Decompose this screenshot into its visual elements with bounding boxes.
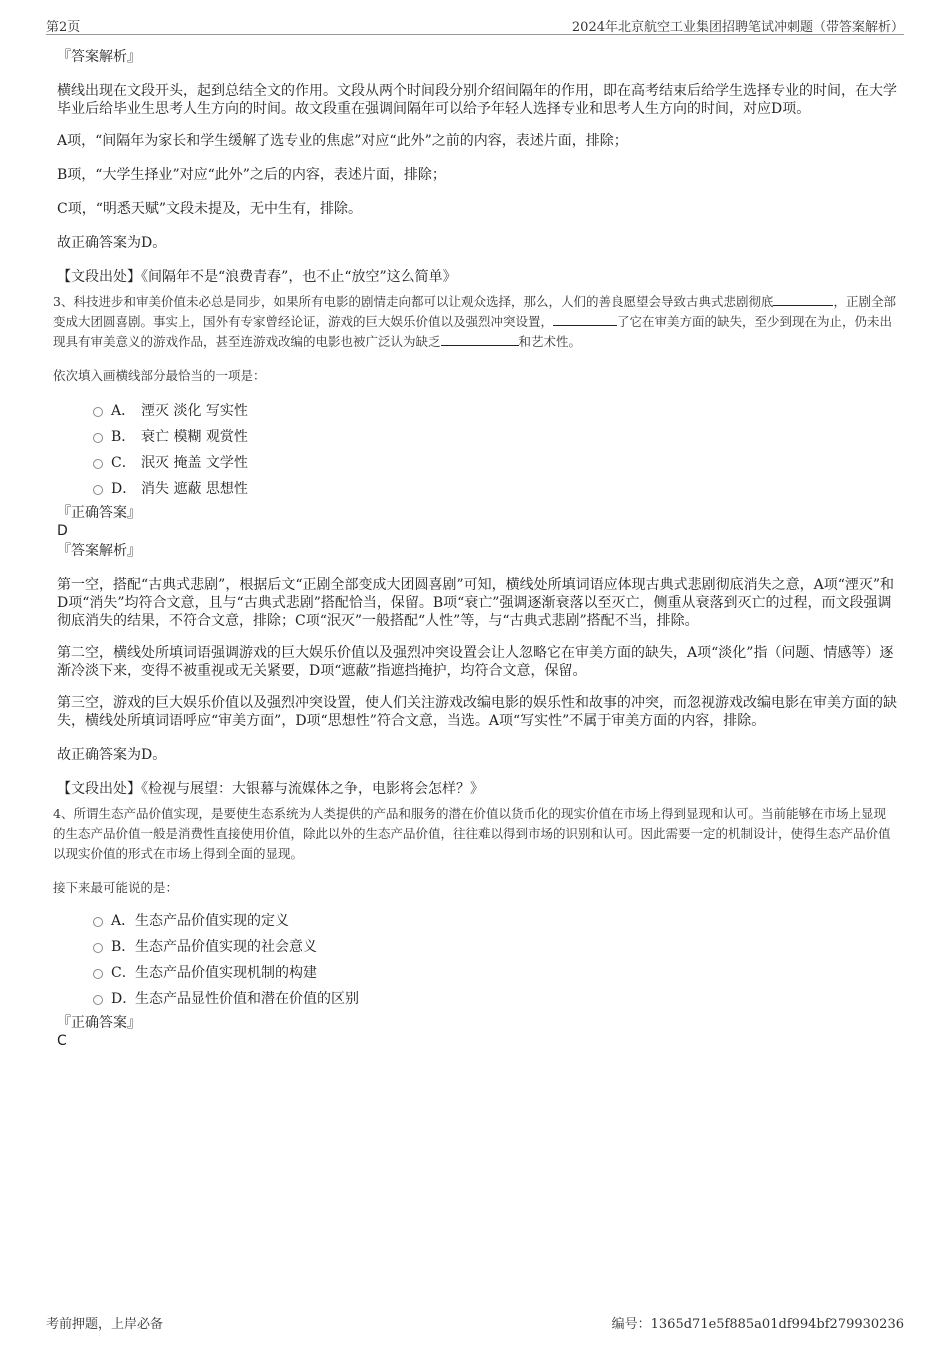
passage-source: 【文段出处】《检视与展望：大银幕与流媒体之争，电影将会怎样？》 bbox=[57, 781, 484, 797]
question-stem: 3、科技进步和审美价值未必总是同步，如果所有电影的剧情走向都可以让观众选择，那么，人们的善良愿望会导致古典式悲剧彻底 ，正剧全部变成大团圆喜剧。事实上，国外有专家曾经论证，游戏的巨大娱乐价值以及强烈冲突设置， 了它在审美方面的缺失，至少到现在为止，仍未出现具有审美意义的游戏作品，甚至连游戏改编的电影也被广泛认为缺乏 和艺术性。 bbox=[53, 294, 896, 349]
option-d[interactable]: D． 消失 遮蔽 思想性 bbox=[53, 476, 897, 502]
document-serial: 编号：1365d71e5f885a01df994bf279930236 bbox=[611, 1317, 904, 1332]
answer-conclusion: 故正确答案为D。 bbox=[57, 235, 167, 251]
radio-icon[interactable] bbox=[93, 433, 103, 443]
option-a[interactable]: A．生态产品价值实现的定义 bbox=[53, 908, 897, 934]
question-prompt: 依次填入画横线部分最恰当的一项是： bbox=[53, 368, 266, 383]
analysis-paragraph-3: 第三空，游戏的巨大娱乐价值以及强烈冲突设置，使人们关注游戏改编电影的娱乐性和故事的冲突，而忽视游戏改编电影在审美方面的缺失，横线处所填词语呼应“审美方面”，D项“思想性”符合文意，当选。A项“写实性”不属于审美方面的内容，排除。 bbox=[57, 695, 897, 729]
option-c[interactable]: C． 泯灭 掩盖 文学性 bbox=[53, 450, 897, 476]
analysis-label: 『答案解析』 bbox=[57, 543, 141, 559]
correct-answer: C bbox=[57, 1033, 67, 1049]
question-4 bbox=[53, 804, 897, 1012]
option-a[interactable]: A． 湮灭 淡化 写实性 bbox=[53, 398, 897, 424]
correct-answer: D bbox=[57, 523, 68, 539]
analysis-paragraph-1: 第一空，搭配“古典式悲剧”，根据后文“正剧全部变成大团圆喜剧”可知，横线处所填词语应体现古典式悲剧彻底消失之意，A项“湮灭”和D项“消失”均符合文意，且与“古典式悲剧”搭配恰当，保留。B项“衰亡”强调逐渐衰落以至灭亡，侧重从衰落到灭亡的过程，而文段强调彻底消失的结果，不符合文意，排除；C项“泯灭”一般搭配“人性”等，与“古典式悲剧”搭配不当，排除。 bbox=[57, 577, 895, 629]
blank-2 bbox=[553, 313, 617, 326]
blank-3 bbox=[441, 333, 519, 346]
radio-icon[interactable] bbox=[93, 969, 103, 979]
radio-icon[interactable] bbox=[93, 407, 103, 417]
question-stem: 4、所谓生态产品价值实现，是要使生态系统为人类提供的产品和服务的潜在价值以货币化的现实价值在市场上得到显现和认可。当前能够在市场上显现的生态产品价值一般是消费性直接使用价值，除此以外的生态产品价值，往往难以得到市场的识别和认可。因此需要一定的机制设计，使得生态产品价值以现实价值的形式在市场上得到全面的显现。 bbox=[53, 806, 891, 861]
radio-icon[interactable] bbox=[93, 995, 103, 1005]
document-title: 2024年北京航空工业集团招聘笔试冲刺题（带答案解析） bbox=[571, 20, 904, 35]
option-list bbox=[53, 908, 897, 1012]
option-d[interactable]: D．生态产品显性价值和潜在价值的区别 bbox=[53, 986, 897, 1012]
option-b[interactable]: B．生态产品价值实现的社会意义 bbox=[53, 934, 897, 960]
question-prompt: 接下来最可能说的是： bbox=[53, 880, 179, 895]
radio-icon[interactable] bbox=[93, 943, 103, 953]
analysis-label: 『答案解析』 bbox=[57, 49, 141, 65]
passage-source: 【文段出处】《间隔年不是“浪费青春”，也不止“放空”这么简单》 bbox=[57, 269, 457, 285]
page-number: 第2页 bbox=[46, 20, 81, 35]
radio-icon[interactable] bbox=[93, 459, 103, 469]
answer-conclusion: 故正确答案为D。 bbox=[57, 747, 167, 763]
option-list bbox=[53, 398, 897, 502]
question-3 bbox=[53, 292, 897, 502]
radio-icon[interactable] bbox=[93, 485, 103, 495]
page-header bbox=[46, 14, 904, 35]
analysis-option-a: A项，“间隔年为家长和学生缓解了选专业的焦虑”对应“此外”之前的内容，表述片面，排除； bbox=[57, 133, 628, 149]
analysis-paragraph: 横线出现在文段开头，起到总结全文的作用。文段从两个时间段分别介绍间隔年的作用，即在高考结束后给学生选择专业的时间，在大学毕业后给毕业生思考人生方向的时间。故文段重在强调间隔年可以给予年轻人选择专业和思考人生方向的时间，对应D项。 bbox=[57, 83, 897, 117]
page-content bbox=[53, 46, 897, 1050]
analysis-option-b: B项，“大学生择业”对应“此外”之后的内容，表述片面，排除； bbox=[57, 167, 446, 183]
correct-answer-label: 『正确答案』 bbox=[57, 1015, 141, 1031]
option-b[interactable]: B． 衰亡 模糊 观赏性 bbox=[53, 424, 897, 450]
blank-1 bbox=[773, 293, 833, 306]
analysis-option-c: C项，“明悉天赋”文段未提及，无中生有，排除。 bbox=[57, 201, 363, 217]
correct-answer-label: 『正确答案』 bbox=[57, 505, 141, 521]
footer-slogan: 考前押题，上岸必备 bbox=[46, 1317, 164, 1332]
analysis-paragraph-2: 第二空，横线处所填词语强调游戏的巨大娱乐价值以及强烈冲突设置会让人忽略它在审美方面的缺失，A项“淡化”指（问题、情感等）逐渐冷淡下来，变得不被重视或无关紧要，D项“遮蔽”指遮挡掩护，均符合文意，保留。 bbox=[57, 645, 894, 679]
radio-icon[interactable] bbox=[93, 917, 103, 927]
option-c[interactable]: C．生态产品价值实现机制的构建 bbox=[53, 960, 897, 986]
